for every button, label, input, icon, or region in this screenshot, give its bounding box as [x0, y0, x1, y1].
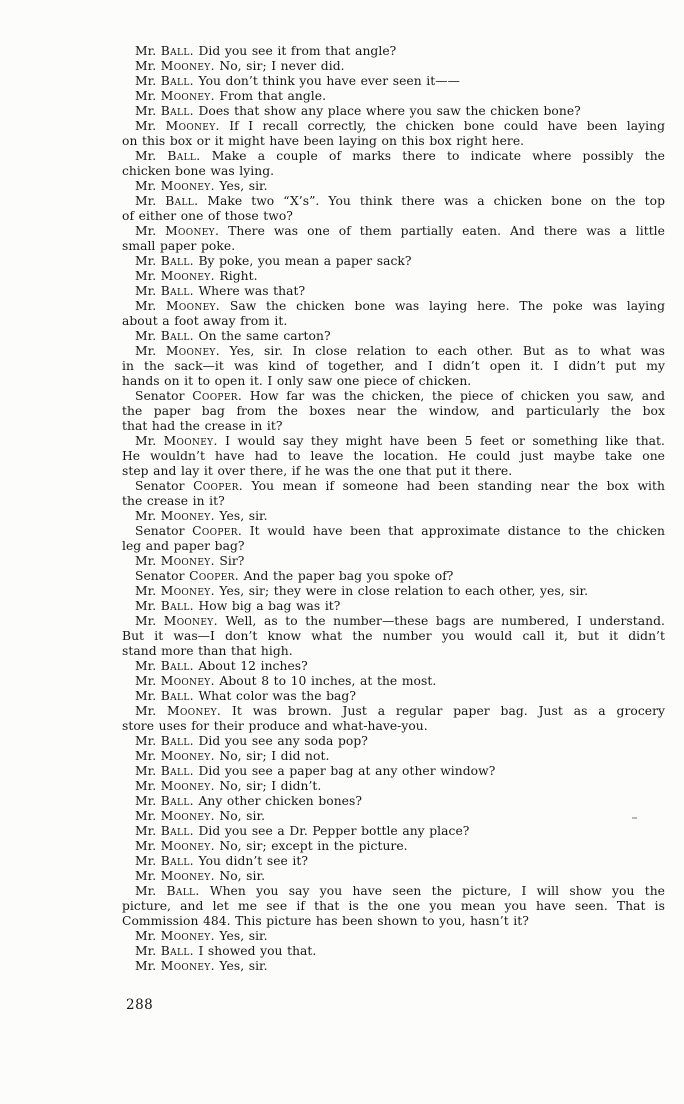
dialogue-line: leg and paper bag?: [122, 539, 245, 553]
dialogue-paragraph: [122, 959, 665, 974]
dialogue-text: No, sir; except in the picture.: [219, 839, 408, 853]
speaker-name: Mooney.: [160, 59, 215, 73]
dialogue-line: chicken bone was lying.: [122, 164, 275, 178]
speaker-name: Ball.: [160, 284, 194, 298]
speaker-title: Mr.: [135, 809, 157, 823]
dialogue-line: [122, 284, 665, 299]
dialogue-text: No, sir; I did not.: [219, 749, 330, 763]
dialogue-text: No, sir; I never did.: [219, 59, 345, 73]
speaker-title: Mr.: [135, 149, 157, 163]
dialogue-paragraph: [122, 779, 665, 794]
dialogue-text: Sir?: [219, 554, 245, 568]
dialogue-line: [122, 389, 665, 404]
dialogue-line: [122, 794, 665, 809]
speaker-name: Mooney.: [160, 839, 215, 853]
dialogue-paragraph: [122, 839, 665, 854]
speaker-name: Cooper.: [192, 389, 243, 403]
speaker-title: Mr.: [135, 299, 157, 313]
dialogue-text: Yes, sir.: [219, 959, 268, 973]
dialogue-text: Did you see a Dr. Pepper bottle any place?: [198, 824, 470, 838]
dialogue-paragraph: [122, 614, 665, 659]
dialogue-paragraph: [122, 179, 665, 194]
speaker-title: Mr.: [135, 509, 157, 523]
speaker-title: Senator: [135, 524, 185, 538]
dialogue-paragraph: [122, 284, 665, 299]
dialogue-paragraph: [122, 704, 665, 734]
speaker-name: Mooney.: [160, 179, 215, 193]
dialogue-text: Did you see a paper bag at any other window?: [198, 764, 496, 778]
dialogue-line: [122, 194, 665, 209]
dialogue-line: in the sack—it was kind of together, and I didn’t open it. I didn’t put my: [122, 359, 665, 373]
dialogue-text: Yes, sir.: [219, 929, 268, 943]
speaker-title: Mr.: [135, 689, 157, 703]
speaker-name: Mooney.: [165, 344, 220, 358]
dialogue-line: [122, 584, 665, 599]
speaker-name: Ball.: [160, 104, 194, 118]
dialogue-line: [122, 434, 665, 449]
dialogue-text: Make a couple of marks there to indicate where possibly the: [211, 149, 665, 163]
speaker-title: Mr.: [135, 869, 157, 883]
dialogue-line: [122, 569, 665, 584]
speaker-name: Ball.: [160, 659, 194, 673]
speaker-title: Mr.: [135, 89, 157, 103]
speaker-name: Ball.: [160, 44, 194, 58]
speaker-title: Mr.: [135, 779, 157, 793]
speaker-name: Ball.: [160, 944, 194, 958]
speaker-name: Ball.: [160, 734, 194, 748]
dialogue-text: How big a bag was it?: [198, 599, 341, 613]
speaker-title: Mr.: [135, 254, 157, 268]
speaker-name: Mooney.: [160, 809, 215, 823]
dialogue-line: [122, 854, 665, 869]
speaker-name: Mooney.: [160, 584, 215, 598]
dialogue-text: From that angle.: [219, 89, 327, 103]
speaker-title: Mr.: [135, 824, 157, 838]
speaker-title: Mr.: [135, 704, 157, 718]
dialogue-line: about a foot away from it.: [122, 314, 288, 328]
dialogue-line: [122, 329, 665, 344]
dialogue-text: Yes, sir.: [219, 509, 268, 523]
speaker-name: Mooney.: [165, 224, 220, 238]
dialogue-paragraph: [122, 224, 665, 254]
dialogue-text: I showed you that.: [198, 944, 317, 958]
speaker-name: Ball.: [160, 854, 194, 868]
page-number: 288: [126, 997, 154, 1013]
dialogue-paragraph: [122, 59, 665, 74]
speaker-title: Mr.: [135, 59, 157, 73]
dialogue-text: Any other chicken bones?: [198, 794, 363, 808]
speaker-title: Mr.: [135, 614, 157, 628]
dialogue-paragraph: [122, 389, 665, 434]
speaker-name: Ball.: [160, 74, 194, 88]
dialogue-paragraph: [122, 269, 665, 284]
speaker-title: Mr.: [135, 749, 157, 763]
dialogue-line: [122, 689, 665, 704]
dialogue-line: [122, 749, 665, 764]
speaker-title: Mr.: [135, 74, 157, 88]
dialogue-paragraph: [122, 329, 665, 344]
dialogue-text: Make two “X’s”. You think there was a chicken bone on the top: [207, 194, 666, 208]
dialogue-text: About 8 to 10 inches, at the most.: [219, 674, 437, 688]
speaker-name: Mooney.: [165, 299, 221, 313]
dialogue-line: on this box or it might have been laying on this box right here.: [122, 134, 525, 148]
dialogue-paragraph: [122, 584, 665, 599]
dialogue-line: [122, 704, 665, 719]
dialogue-paragraph: [122, 569, 665, 584]
dialogue-text: Saw the chicken bone was laying here. The poke was laying: [229, 299, 665, 313]
speaker-title: Mr.: [135, 674, 157, 688]
dialogue-paragraph: [122, 854, 665, 869]
dialogue-paragraph: [122, 44, 665, 59]
speaker-title: Mr.: [135, 269, 157, 283]
dialogue-paragraph: [122, 434, 665, 479]
dialogue-paragraph: [122, 749, 665, 764]
speaker-name: Mooney.: [160, 959, 215, 973]
dialogue-line: [122, 839, 665, 854]
dialogue-text: Yes, sir.: [219, 179, 268, 193]
dialogue-paragraph: [122, 599, 665, 614]
dialogue-text: Yes, sir. In close relation to each other. But as to what was: [229, 344, 666, 358]
dialogue-line: small paper poke.: [122, 239, 236, 253]
speaker-title: Mr.: [135, 929, 157, 943]
speaker-title: Mr.: [135, 584, 157, 598]
dialogue-line: [122, 179, 665, 194]
dialogue-line: that had the crease in it?: [122, 419, 283, 433]
dialogue-line: He wouldn’t have had to leave the location. He could just maybe take one: [122, 449, 665, 463]
speaker-title: Mr.: [135, 104, 157, 118]
dialogue-paragraph: [122, 794, 665, 809]
speaker-name: Mooney.: [160, 674, 215, 688]
dialogue-line: [122, 614, 665, 629]
dialogue-paragraph: [122, 929, 665, 944]
dialogue-text: It would have been that approximate distance to the chicken: [249, 524, 666, 538]
dialogue-paragraph: [122, 119, 665, 149]
dialogue-paragraph: [122, 944, 665, 959]
speaker-title: Mr.: [135, 884, 157, 898]
speaker-title: Mr.: [135, 854, 157, 868]
speaker-name: Mooney.: [160, 869, 215, 883]
dialogue-line: [122, 869, 665, 884]
speaker-name: Ball.: [160, 764, 194, 778]
speaker-title: Mr.: [135, 179, 157, 193]
dialogue-paragraph: [122, 764, 665, 779]
dialogue-line: [122, 674, 665, 689]
dialogue-paragraph: [122, 659, 665, 674]
speaker-title: Mr.: [135, 284, 157, 298]
speaker-name: Mooney.: [160, 269, 215, 283]
speaker-title: Mr.: [135, 599, 157, 613]
speaker-title: Mr.: [135, 839, 157, 853]
dialogue-line: [122, 764, 665, 779]
dialogue-line: store uses for their produce and what-have-you.: [122, 719, 428, 733]
dialogue-line: But it was—I don’t know what the number you would call it, but it didn’t: [122, 629, 665, 643]
dialogue-line: [122, 659, 665, 674]
dialogue-paragraph: [122, 479, 665, 509]
dialogue-line: [122, 44, 665, 59]
dialogue-paragraph: [122, 89, 665, 104]
speaker-name: Ball.: [160, 254, 194, 268]
speaker-name: Ball.: [167, 149, 201, 163]
speaker-title: Mr.: [135, 119, 157, 133]
dialogue-line: [122, 944, 665, 959]
dialogue-text: It was brown. Just a regular paper bag. Just as a grocery: [232, 704, 666, 718]
dialogue-line: [122, 479, 665, 494]
dialogue-line: the crease in it?: [122, 494, 225, 508]
dialogue-paragraph: [122, 824, 665, 839]
speaker-title: Mr.: [135, 959, 157, 973]
dialogue-paragraph: [122, 524, 665, 554]
dialogue-text: Where was that?: [198, 284, 306, 298]
speaker-name: Mooney.: [160, 779, 215, 793]
dialogue-text: No, sir.: [219, 869, 266, 883]
speaker-name: Ball.: [165, 194, 199, 208]
speaker-name: Mooney.: [167, 704, 222, 718]
dialogue-text: And the paper bag you spoke of?: [243, 569, 454, 583]
speaker-name: Ball.: [160, 824, 194, 838]
dialogue-paragraph: [122, 734, 665, 749]
speaker-name: Mooney.: [163, 614, 218, 628]
speaker-title: Mr.: [135, 554, 157, 568]
dialogue-paragraph: [122, 344, 665, 389]
speaker-name: Ball.: [160, 329, 194, 343]
dialogue-line: [122, 554, 665, 569]
dialogue-block: [122, 44, 665, 974]
dialogue-paragraph: [122, 149, 665, 179]
dialogue-line: of either one of those two?: [122, 209, 293, 223]
speaker-name: Ball.: [166, 884, 200, 898]
speaker-name: Ball.: [160, 689, 194, 703]
dialogue-text: You mean if someone had been standing near the box with: [251, 479, 665, 493]
dialogue-text: When you say you have seen the picture, I will show you the: [209, 884, 665, 898]
speaker-name: Mooney.: [160, 89, 215, 103]
dialogue-text: There was one of them partially eaten. And there was a little: [228, 224, 665, 238]
dialogue-text: Does that show any place where you saw the chicken bone?: [198, 104, 581, 118]
dialogue-line: [122, 884, 665, 899]
speaker-title: Mr.: [135, 344, 157, 358]
dialogue-text: Yes, sir; they were in close relation to each other, yes, sir.: [219, 584, 589, 598]
dialogue-line: stand more than that high.: [122, 644, 293, 658]
dialogue-line: [122, 224, 665, 239]
dialogue-line: [122, 59, 665, 74]
dialogue-paragraph: [122, 104, 665, 119]
dialogue-line: [122, 509, 665, 524]
dialogue-line: [122, 149, 665, 164]
dialogue-text: If I recall correctly, the chicken bone could have been laying: [229, 119, 666, 133]
dialogue-paragraph: [122, 554, 665, 569]
dialogue-line: step and lay it over there, if he was the one that put it there.: [122, 464, 513, 478]
dialogue-paragraph: [122, 884, 665, 929]
dialogue-paragraph: [122, 869, 665, 884]
dialogue-line: [122, 104, 665, 119]
dialogue-line: [122, 74, 665, 89]
dialogue-text: About 12 inches?: [198, 659, 308, 673]
dialogue-paragraph: [122, 689, 665, 704]
dialogue-text: Right.: [219, 269, 258, 283]
scan-artifact: [632, 817, 637, 819]
dialogue-line: the paper bag from the boxes near the window, and particularly the box: [122, 404, 665, 418]
speaker-title: Mr.: [135, 659, 157, 673]
speaker-name: Mooney.: [160, 554, 215, 568]
speaker-title: Mr.: [135, 764, 157, 778]
dialogue-line: [122, 269, 665, 284]
dialogue-paragraph: [122, 74, 665, 89]
dialogue-line: [122, 119, 665, 134]
dialogue-line: hands on it to open it. I only saw one piece of chicken.: [122, 374, 472, 388]
dialogue-line: [122, 524, 665, 539]
dialogue-line: [122, 824, 665, 839]
dialogue-line: Commission 484. This picture has been shown to you, hasn’t it?: [122, 914, 529, 928]
dialogue-text: Well, as to the number—these bags are numbered, I understand.: [225, 614, 665, 628]
speaker-title: Mr.: [135, 434, 157, 448]
speaker-name: Cooper.: [192, 524, 243, 538]
dialogue-line: [122, 299, 665, 314]
speaker-title: Senator: [135, 389, 185, 403]
dialogue-text: On the same carton?: [198, 329, 331, 343]
dialogue-line: [122, 809, 665, 824]
speaker-name: Cooper.: [193, 479, 243, 493]
dialogue-line: [122, 779, 665, 794]
dialogue-text: No, sir; I didn’t.: [219, 779, 322, 793]
dialogue-line: [122, 959, 665, 974]
speaker-title: Mr.: [135, 944, 157, 958]
dialogue-line: [122, 599, 665, 614]
speaker-title: Mr.: [135, 329, 157, 343]
dialogue-text: Did you see any soda pop?: [198, 734, 368, 748]
dialogue-paragraph: [122, 299, 665, 329]
speaker-name: Mooney.: [160, 929, 215, 943]
dialogue-line: [122, 89, 665, 104]
dialogue-text: How far was the chicken, the piece of chicken you saw, and: [249, 389, 665, 403]
speaker-title: Mr.: [135, 44, 157, 58]
speaker-title: Senator: [135, 569, 185, 583]
dialogue-line: [122, 734, 665, 749]
speaker-name: Mooney.: [160, 509, 215, 523]
dialogue-text: No, sir.: [219, 809, 266, 823]
dialogue-text: By poke, you mean a paper sack?: [198, 254, 412, 268]
dialogue-text: Did you see it from that angle?: [198, 44, 397, 58]
dialogue-line: picture, and let me see if that is the one you mean you have seen. That is: [122, 899, 665, 913]
speaker-title: Mr.: [135, 194, 157, 208]
speaker-name: Cooper.: [189, 569, 240, 583]
speaker-name: Mooney.: [165, 119, 220, 133]
speaker-name: Mooney.: [160, 749, 215, 763]
dialogue-paragraph: [122, 809, 665, 824]
speaker-title: Mr.: [135, 794, 157, 808]
dialogue-text: You don’t think you have ever seen it——: [198, 74, 460, 88]
dialogue-line: [122, 254, 665, 269]
speaker-name: Ball.: [160, 794, 194, 808]
dialogue-paragraph: [122, 509, 665, 524]
dialogue-text: I would say they might have been 5 feet or something like that.: [225, 434, 665, 448]
speaker-name: Ball.: [160, 599, 194, 613]
speaker-name: Mooney.: [163, 434, 218, 448]
speaker-title: Mr.: [135, 224, 157, 238]
dialogue-paragraph: [122, 254, 665, 269]
dialogue-paragraph: [122, 194, 665, 224]
dialogue-line: [122, 344, 665, 359]
dialogue-line: [122, 929, 665, 944]
speaker-title: Senator: [135, 479, 185, 493]
speaker-title: Mr.: [135, 734, 157, 748]
dialogue-paragraph: [122, 674, 665, 689]
dialogue-text: What color was the bag?: [198, 689, 356, 703]
dialogue-text: You didn’t see it?: [198, 854, 309, 868]
